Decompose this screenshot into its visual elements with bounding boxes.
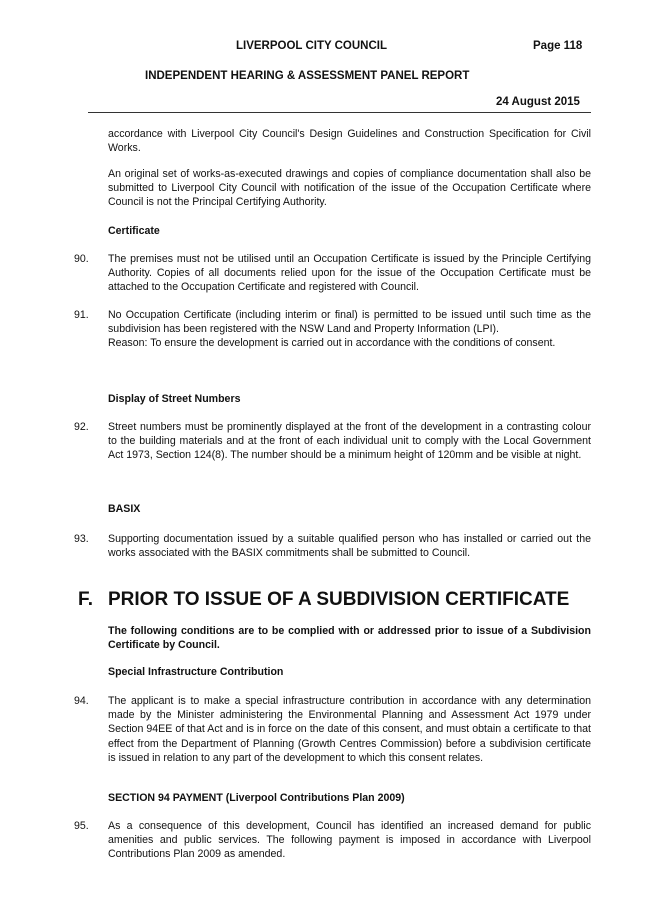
condition-95-number: 95. — [74, 820, 89, 832]
page-number: Page 118 — [533, 40, 583, 52]
condition-95-text: As a consequence of this development, Council has identified an increased demand for public amenities and public services. The following payment is imposed in accordance with Liverpool Contributions Plan 2009 as amended. — [108, 820, 591, 861]
condition-91-block — [108, 308, 591, 351]
intro-paragraph-1: accordance with Liverpool City Council's Design Guidelines and Construction Specification for Civil Works. — [108, 128, 591, 155]
section-f-title: PRIOR TO ISSUE OF A SUBDIVISION CERTIFICATE — [108, 589, 570, 610]
report-date: 24 August 2015 — [496, 96, 580, 108]
condition-90-text: The premises must not be utilised until an Occupation Certificate is issued by the Principle Certifying Authority. Copies of all documents relied upon for the issue of the Occupation Certificate must be attached to the Occupation Certificate and registered with Council. — [108, 253, 591, 294]
section-f-letter: F. — [78, 589, 94, 610]
condition-92-number: 92. — [74, 421, 89, 433]
condition-91-number: 91. — [74, 309, 89, 321]
sic-heading: Special Infrastructure Contribution — [108, 666, 284, 678]
condition-93-text: Supporting documentation issued by a suitable qualified person who has installed or carried out the works associated with the BASIX commitments shall be submitted to Council. — [108, 533, 591, 560]
report-title: INDEPENDENT HEARING & ASSESSMENT PANEL REPORT — [145, 70, 470, 82]
condition-91-text: No Occupation Certificate (including interim or final) is permitted to be issued until such time as the subdivision has been registered with the NSW Land and Property Information (LPI). — [108, 309, 591, 336]
section-94-heading: SECTION 94 PAYMENT (Liverpool Contributions Plan 2009) — [108, 792, 405, 804]
section-f-intro: The following conditions are to be complied with or addressed prior to issue of a Subdivision Certificate by Council. — [108, 625, 591, 652]
condition-94-text: The applicant is to make a special infrastructure contribution in accordance with any determination made by the Minister administering the Environmental Planning and Assessment Act 1979 under Section 94EE of that Act and is in force on the date of this consent, and must obtain a certificate to that effect from the Department of Planning (Growth Centres Commission) before a subdivision certificate is issued in relation to any part of the development to which this consent relates. — [108, 695, 591, 764]
certificate-heading: Certificate — [108, 225, 160, 237]
condition-90-number: 90. — [74, 253, 89, 265]
condition-91-reason: Reason: To ensure the development is carried out in accordance with the conditions of consent. — [108, 337, 556, 350]
street-numbers-heading: Display of Street Numbers — [108, 393, 241, 405]
condition-94-number: 94. — [74, 695, 89, 707]
council-name: LIVERPOOL CITY COUNCIL — [236, 40, 388, 52]
condition-93-number: 93. — [74, 533, 89, 545]
intro-paragraph-2: An original set of works-as-executed drawings and copies of compliance documentation shall also be submitted to Liverpool City Council with notification of the issue of the Occupation Certificate where Council is not the Principal Certifying Authority. — [108, 168, 591, 209]
basix-heading: BASIX — [108, 503, 141, 515]
header-rule — [88, 112, 591, 113]
condition-92-text: Street numbers must be prominently displayed at the front of the development in a contrasting colour to the building materials and at the front of each individual unit to comply with the Local Government Act 1973, Section 124(8). The number should be a minimum height of 120mm and be visible at night. — [108, 421, 591, 462]
